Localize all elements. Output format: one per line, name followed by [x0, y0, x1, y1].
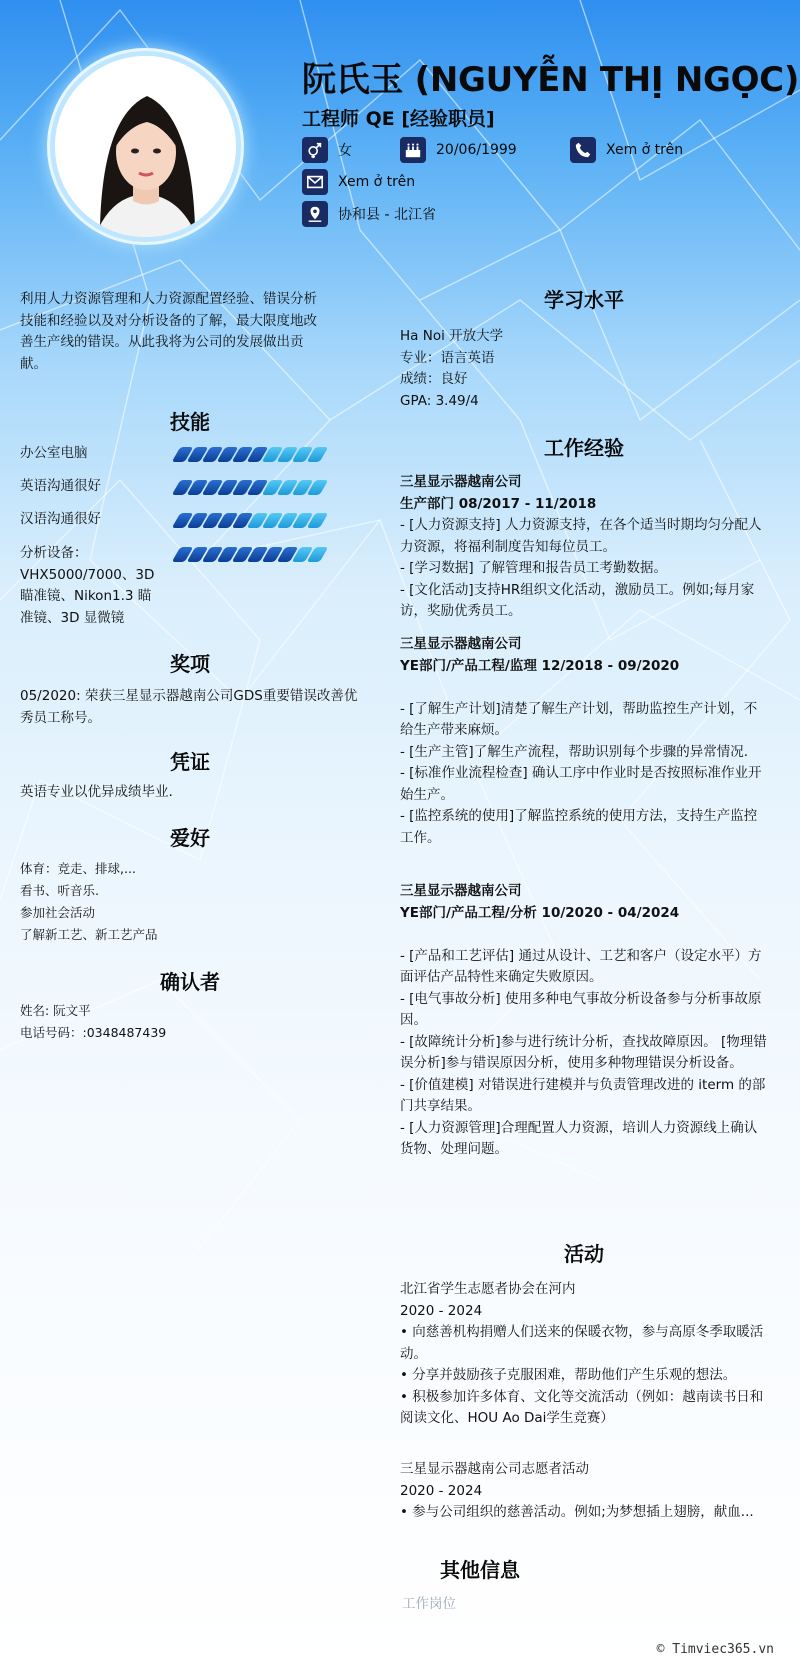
activity-org: 北江省学生志愿者协会在河内 — [400, 1281, 576, 1297]
activity-entry — [400, 1279, 768, 1430]
email-value: Xem ở trên — [338, 174, 416, 190]
activity-item: • 积极参加许多体育、文化等交流活动（例如：越南读书日和阅读文化、HOU Ao Dai学生竞赛） — [400, 1388, 764, 1426]
gender-value: 女 — [338, 143, 352, 159]
activity-item: • 向慈善机构捐赠人们送来的保暖衣物，参与高原冬季取暖活动。 — [400, 1324, 764, 1362]
skill-label: 英语沟通很好 — [20, 478, 101, 494]
experience-desc-item: - [人力资源管理]合理配置人力资源，培训人力资源线上确认货物、处理问题。 — [400, 1119, 758, 1157]
certificates-text: 英语专业以优异成绩毕业. — [20, 784, 173, 800]
birthday-value: 20/06/1999 — [436, 142, 517, 158]
education-major: 专业：语言英语 — [400, 349, 495, 366]
experience-company: 三星显示器越南公司 — [400, 474, 522, 490]
phone-icon — [570, 137, 596, 163]
skills-title: 技能 — [170, 410, 210, 434]
experience-company: 三星显示器越南公司 — [400, 636, 522, 652]
education-grade: 成绩：良好 — [400, 371, 468, 387]
avatar-photo — [55, 56, 236, 237]
gender-icon — [302, 137, 328, 163]
experience-company: 三星显示器越南公司 — [400, 883, 522, 899]
cake-icon — [400, 137, 426, 163]
reference-phone: 电话号码：:0348487439 — [20, 1025, 167, 1040]
experience-entry — [400, 881, 768, 1161]
experience-role: 生产部门 08/2017 - 11/2018 — [400, 495, 597, 512]
email-info — [302, 168, 415, 196]
hobby-item: 体育：竞走、排球,... — [20, 861, 136, 876]
gender-info — [302, 136, 352, 164]
candidate-name: 阮氏玉 (NGUYỄN THỊ NGỌC) — [302, 60, 800, 100]
experience-desc-item: - [故障统计分析]参与进行统计分析，查找故障原因。 [物理错误分析]参与错误原因分析，使用多种物理错误分析设备。 — [400, 1033, 767, 1071]
experience-entry — [400, 634, 768, 849]
reference-title: 确认者 — [160, 970, 220, 994]
watermark: © Timviec365.vn — [656, 1642, 774, 1657]
experience-desc-item: - [文化活动]支持HR组织文化活动，激励员工。例如;每月家访，奖励优秀员工。 — [400, 581, 755, 619]
skill-rating-bar — [176, 547, 324, 563]
experience-desc-item: - [生产主管]了解生产流程，帮助识别每个步骤的异常情况. — [400, 743, 748, 760]
experience-desc-item: - [价值建模] 对错误进行建模并与负责管理改进的 iterm 的部门共享结果。 — [400, 1076, 766, 1114]
skill-label: 汉语沟通很好 — [20, 511, 101, 527]
experience-desc-item: - [标准作业流程检查] 确认工序中作业时是否按照标准作业开始生产。 — [400, 765, 762, 803]
activity-entry — [400, 1459, 768, 1524]
other-info-text: 工作岗位 — [402, 1596, 456, 1612]
birthday-info — [400, 136, 517, 164]
education-details — [400, 326, 768, 412]
phone-value: Xem ở trên — [606, 142, 684, 158]
experience-role: YE部门/产品工程/分析 10/2020 - 04/2024 — [400, 904, 680, 921]
activity-item: • 分享并鼓励孩子克服困难，帮助他们产生乐观的想法。 — [400, 1367, 737, 1383]
reference-list — [20, 1000, 360, 1044]
activity-org: 三星显示器越南公司志愿者活动 — [400, 1461, 589, 1477]
experience-entry — [400, 472, 768, 623]
career-objective: 利用人力资源管理和人力资源配置经验、错误分析技能和经验以及对分析设备的了解，最大限度地改善生产线的错误。从此我将为公司的发展做出贡献。 — [20, 291, 317, 372]
job-title: 工程师 QE [经验职员] — [302, 108, 495, 130]
address-value: 协和县 - 北江省 — [338, 207, 436, 223]
hobby-item: 参加社会活动 — [20, 905, 96, 920]
reference-name: 姓名: 阮文平 — [20, 1003, 91, 1018]
certificates-title: 凭证 — [170, 750, 210, 774]
experience-desc-item: - [产品和工艺评估] 通过从设计、工艺和客户（设定水平）方面评估产品特性来确定失败原因。 — [400, 947, 762, 985]
address-info — [302, 200, 436, 228]
experience-desc-item: - [监控系统的使用]了解监控系统的使用方法，支持生产监控工作。 — [400, 808, 758, 846]
phone-info — [570, 136, 683, 164]
education-gpa: GPA: 3.49/4 — [400, 392, 479, 409]
experience-title: 工作经验 — [544, 436, 624, 460]
experience-desc-item: - [电气事故分析] 使用多种电气事故分析设备参与分析事故原因。 — [400, 990, 762, 1028]
activity-item: • 参与公司组织的慈善活动。例如;为梦想插上翅膀，献血... — [400, 1504, 754, 1520]
experience-desc-item: - [人力资源支持] 人力资源支持，在各个适当时期均匀分配人力资源，将福利制度告知每位员工。 — [400, 517, 762, 555]
hobbies-list — [20, 858, 360, 946]
awards-title: 奖项 — [170, 652, 210, 676]
map-pin-icon — [302, 201, 328, 227]
other-info-title: 其他信息 — [440, 1558, 520, 1582]
hobby-item: 了解新工艺、新工艺产品 — [20, 927, 158, 942]
skill-label: 分析设备：VHX5000/7000、3D 瞄准镜、Nikon1.3 瞄准镜、3D 显微镜 — [20, 545, 155, 626]
activity-period: 2020 - 2024 — [400, 1482, 483, 1499]
experience-role: YE部门/产品工程/监理 12/2018 - 09/2020 — [400, 657, 680, 674]
hobby-item: 看书、听音乐. — [20, 883, 99, 898]
experience-desc-item: - [学习数据] 了解管理和报告员工考勤数据。 — [400, 560, 667, 576]
skill-label: 办公室电脑 — [20, 445, 88, 461]
hobbies-title: 爱好 — [170, 826, 210, 850]
skill-rating-bar — [176, 480, 324, 496]
education-school: Ha Noi 开放大学 — [400, 328, 504, 344]
awards-text: 05/2020: 荣获三星显示器越南公司GDS重要错误改善优秀员工称号。 — [20, 688, 358, 726]
experience-desc-item: - [了解生产计划]清楚了解生产计划，帮助监控生产计划，不给生产带来麻烦。 — [400, 700, 758, 738]
skill-rating-bar — [176, 447, 324, 463]
activities-title: 活动 — [564, 1242, 604, 1266]
skill-rating-bar — [176, 513, 324, 529]
envelope-icon — [302, 169, 328, 195]
activity-period: 2020 - 2024 — [400, 1302, 483, 1319]
education-title: 学习水平 — [544, 288, 624, 312]
